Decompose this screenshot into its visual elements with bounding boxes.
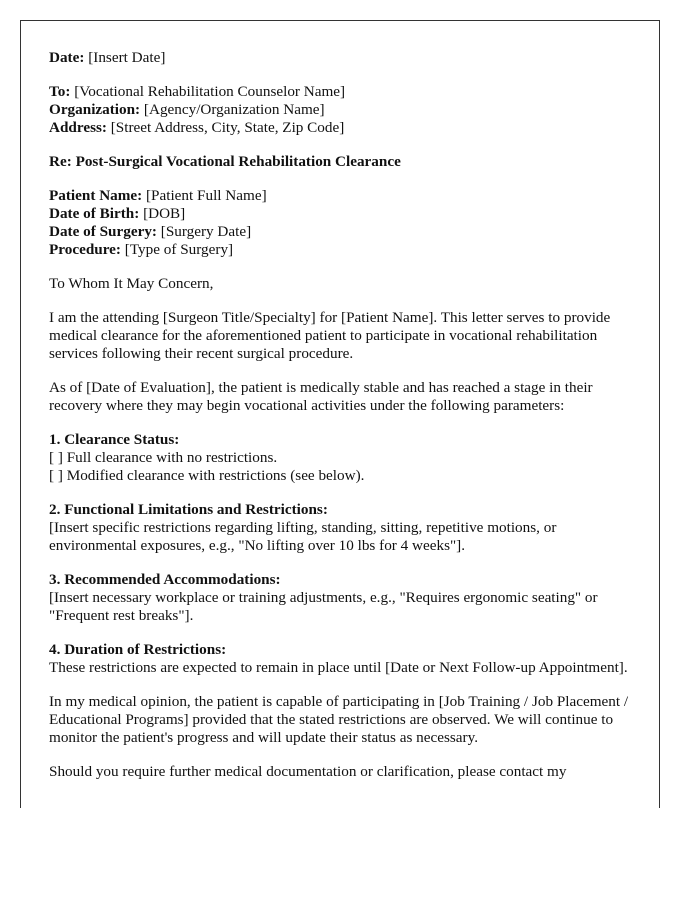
surgery-date-value: [Surgery Date] xyxy=(160,223,252,240)
organization-label: Organization: xyxy=(49,101,141,118)
checkbox-full-clearance: [ ] Full clearance with no restrictions. xyxy=(49,449,278,466)
opinion-paragraph: In my medical opinion, the patient is capable of participating in [Job Training / Job Placement / Educational Programs] provided that the stated restrictions are observed. We will continue to monitor the patient's progress and will update their status as necessary. xyxy=(49,693,629,746)
address-value: [Street Address, City, State, Zip Code] xyxy=(110,119,345,136)
procedure-label: Procedure: xyxy=(49,241,121,258)
address-label: Address: xyxy=(49,119,107,136)
organization-line xyxy=(49,101,631,119)
date-value: [Insert Date] xyxy=(88,49,166,66)
to-line xyxy=(49,83,631,101)
section-heading: 3. Recommended Accommodations: xyxy=(49,571,281,588)
contact-paragraph: Should you require further medical documentation or clarification, please contact my xyxy=(49,763,567,780)
address-line xyxy=(49,119,631,137)
section-text: [Insert specific restrictions regarding lifting, standing, sitting, repetitive motions, or environmental exposures, e.g., "No lifting over 10 lbs for 4 weeks"]. xyxy=(49,519,557,554)
dob-label: Date of Birth: xyxy=(49,205,140,222)
letter-page xyxy=(20,20,660,808)
subject-line: Re: Post-Surgical Vocational Rehabilitation Clearance xyxy=(49,153,401,170)
dob-value: [DOB] xyxy=(143,205,186,222)
date-line xyxy=(49,49,631,67)
recipient-block xyxy=(49,83,631,137)
section-functional-limitations xyxy=(49,501,631,555)
procedure-value: [Type of Surgery] xyxy=(124,241,234,258)
patient-name-label: Patient Name: xyxy=(49,187,143,204)
procedure-line xyxy=(49,241,631,259)
section-heading: 4. Duration of Restrictions: xyxy=(49,641,227,658)
section-text: These restrictions are expected to remain in place until [Date or Next Follow-up Appointment]. xyxy=(49,659,628,676)
letter-content xyxy=(21,21,659,781)
section-heading: 2. Functional Limitations and Restrictions: xyxy=(49,501,328,518)
date-label: Date: xyxy=(49,49,85,66)
checkbox-modified-clearance: [ ] Modified clearance with restrictions (see below). xyxy=(49,467,365,484)
section-duration xyxy=(49,641,631,677)
patient-block xyxy=(49,187,631,259)
surgery-date-line xyxy=(49,223,631,241)
dob-line xyxy=(49,205,631,223)
organization-value: [Agency/Organization Name] xyxy=(143,101,325,118)
section-heading: 1. Clearance Status: xyxy=(49,431,180,448)
to-value: [Vocational Rehabilitation Counselor Name] xyxy=(74,83,346,100)
salutation: To Whom It May Concern, xyxy=(49,275,214,292)
evaluation-paragraph: As of [Date of Evaluation], the patient is medically stable and has reached a stage in their recovery where they may begin vocational activities under the following parameters: xyxy=(49,379,593,414)
to-label: To: xyxy=(49,83,71,100)
intro-paragraph: I am the attending [Surgeon Title/Specialty] for [Patient Name]. This letter serves to provide medical clearance for the aforementioned patient to participate in vocational rehabilitation services following their recent surgical procedure. xyxy=(49,309,611,362)
section-accommodations xyxy=(49,571,631,625)
surgery-date-label: Date of Surgery: xyxy=(49,223,157,240)
patient-name-line xyxy=(49,187,631,205)
section-text: [Insert necessary workplace or training adjustments, e.g., "Requires ergonomic seating" or "Frequent rest breaks"]. xyxy=(49,589,598,624)
patient-name-value: [Patient Full Name] xyxy=(146,187,267,204)
section-clearance-status xyxy=(49,431,631,485)
